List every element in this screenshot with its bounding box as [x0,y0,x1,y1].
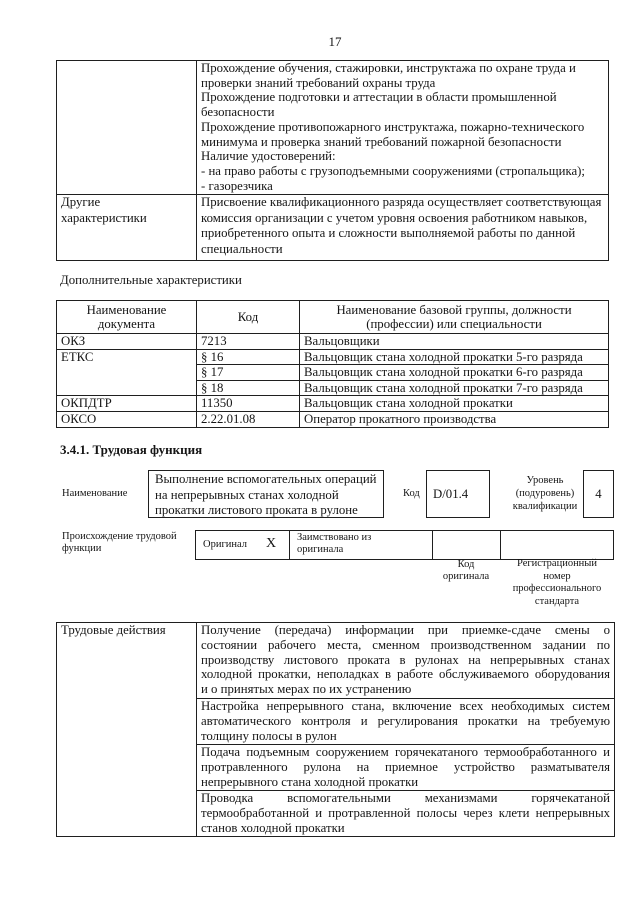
function-name-line: прокатки листового проката в рулоне [155,503,358,517]
name-cell: Вальцовщики [300,334,609,350]
action-line: термообработанной и протравленной полосы через клети непрерывных [201,805,610,820]
action-line: холодной прокатки, неполадках в работе обслуживаемого оборудования [201,667,610,682]
registration-number-cell [500,530,614,560]
requirement-line: Наличие удостоверений: [201,149,336,164]
function-name-box [148,470,384,518]
value-line: Присвоение квалификационного разряда осуществляет соответствующая [201,195,602,209]
code-cell: 7213 [197,334,300,350]
caption-line: Код [457,559,475,570]
function-name-line: Выполнение вспомогательных операций [155,472,377,486]
requirement-line: безопасности [201,105,275,120]
original-cell [195,530,290,560]
name-cell: Вальцовщик стана холодной прокатки 5-го разряда [300,349,609,365]
code-cell: 2.22.01.08 [197,411,300,427]
column-header-document [57,301,197,334]
action-line: непрерывного стана холодной прокатки [201,774,419,789]
origin-label [62,531,177,555]
header-line: Наименование [86,302,167,317]
table-header-row [57,301,609,334]
level-label-line: (подуровень) [515,488,575,499]
code-cell: § 17 [197,365,300,381]
code-cell: § 16 [197,349,300,365]
requirement-line: Прохождение противопожарного инструктажа, пожарно-технического [201,119,585,134]
requirement-line: проверки знаний требований охраны труда [201,75,436,90]
requirement-line: - на право работы с грузоподъемными сооружениями (стропальщика); [201,163,585,178]
action-line: станов холодной прокатки [201,820,345,835]
registration-number-caption [500,558,614,609]
action-line: и о принятых мерах по их устранению [201,682,412,697]
borrowed-label-line: оригинала [297,544,344,555]
column-header-name [300,301,609,334]
additional-characteristics-title: Дополнительные характеристики [60,273,242,287]
caption-line: профессионального [512,583,602,595]
level-label-line: квалификации [512,501,578,512]
borrowed-cell [289,530,433,560]
header-line: Код [237,309,259,324]
original-mark: X [266,536,277,551]
header-line: документа [97,317,156,331]
original-code-caption [432,559,500,583]
header-line: (профессии) или специальности [366,317,542,331]
document-cell: ЕТКС [57,349,197,396]
requirements-table [56,60,609,261]
name-label: Наименование [62,488,128,499]
label-line: Другие [61,195,101,209]
labor-action-row [57,623,615,699]
labor-actions-label: Трудовые действия [61,623,166,637]
action-line: Настройка непрерывного стана, включение всех необходимых систем [201,699,610,713]
document-cell: ОКЗ [57,334,197,350]
code-label: Код [403,488,420,499]
column-header-code [197,301,300,334]
name-cell: Вальцовщик стана холодной прокатки [300,396,609,412]
function-code-box: D/01.4 [426,470,490,518]
original-label: Оригинал [203,539,247,550]
name-cell: Вальцовщик стана холодной прокатки 7-го разряда [300,380,609,396]
borrowed-label-line: Заимствовано из [297,532,372,543]
caption-line: Регистрационный [517,558,597,569]
qualification-level-label [506,474,584,513]
requirements-row [57,61,609,195]
name-cell: Оператор прокатного производства [300,411,609,427]
level-label-line: Уровень [526,475,564,486]
action-line: автоматического контроля и регулирования прокатки на требуемую [201,713,610,728]
caption-line: номер [543,570,571,582]
labor-action-cell [197,745,615,791]
labor-action-cell [197,791,615,837]
requirement-line: - газорезчика [201,178,273,193]
requirement-line: Прохождение обучения, стажировки, инструктажа по охране труда и [201,61,576,75]
label-line: характеристики [61,210,147,225]
original-code-cell [432,530,501,560]
table-row [57,334,609,350]
code-cell: 11350 [197,396,300,412]
labor-actions-label-cell [57,623,197,837]
function-name-line: на непрерывных станах холодной [155,487,339,502]
page-number: 17 [328,34,342,49]
origin-label-line: Происхождение трудовой [62,531,177,542]
value-line: приобретенного опыта и сложности выполняемой работы по данной [201,226,576,240]
labor-actions-table [56,622,615,837]
action-line: Получение (передача) информации при приемке-сдаче смены о [201,623,610,637]
other-characteristics-row [57,195,609,261]
additional-characteristics-table [56,300,609,428]
name-cell: Вальцовщик стана холодной прокатки 6-го разряда [300,365,609,381]
labor-action-cell [197,623,615,699]
qualification-level-box: 4 [583,470,614,518]
value-line: комиссия организации с учетом уровня освоения работником навыков, [201,210,588,225]
requirement-line: Прохождение подготовки и аттестации в области промышленной [201,90,557,105]
action-line: толщину полосы в рулон [201,728,337,743]
action-line: протравленного рулона на приемное устройство разматывателя [201,759,610,774]
action-line: Подача подъемным сооружением горячекатаного термообработанного и [201,745,610,759]
table-row [57,396,609,412]
action-line: Проводка вспомогательными механизмами горячекатаной [201,791,610,805]
action-line: состоянии рабочего места, сменном производственном задании по [201,637,610,652]
section-heading: 3.4.1. Трудовая функция [60,442,203,457]
header-line: Наименование базовой группы, должности [336,302,572,317]
other-characteristics-value [197,195,609,261]
requirement-line: минимума и проверка знаний требований пожарной безопасности [201,134,562,149]
requirements-label-cell [57,61,197,195]
document-cell: ОКСО [57,411,197,427]
table-row [57,411,609,427]
action-line: производству листового проката в рулонах на непрерывных станах [201,652,610,667]
code-cell: § 18 [197,380,300,396]
value-line: специальности [201,241,283,256]
caption-line: оригинала [442,571,490,582]
table-row [57,349,609,365]
labor-action-cell [197,699,615,745]
origin-label-line: функции [62,543,102,554]
other-characteristics-label [57,195,197,261]
document-cell: ОКПДТР [57,396,197,412]
requirements-value-cell [197,61,609,195]
caption-line: стандарта [534,596,580,608]
